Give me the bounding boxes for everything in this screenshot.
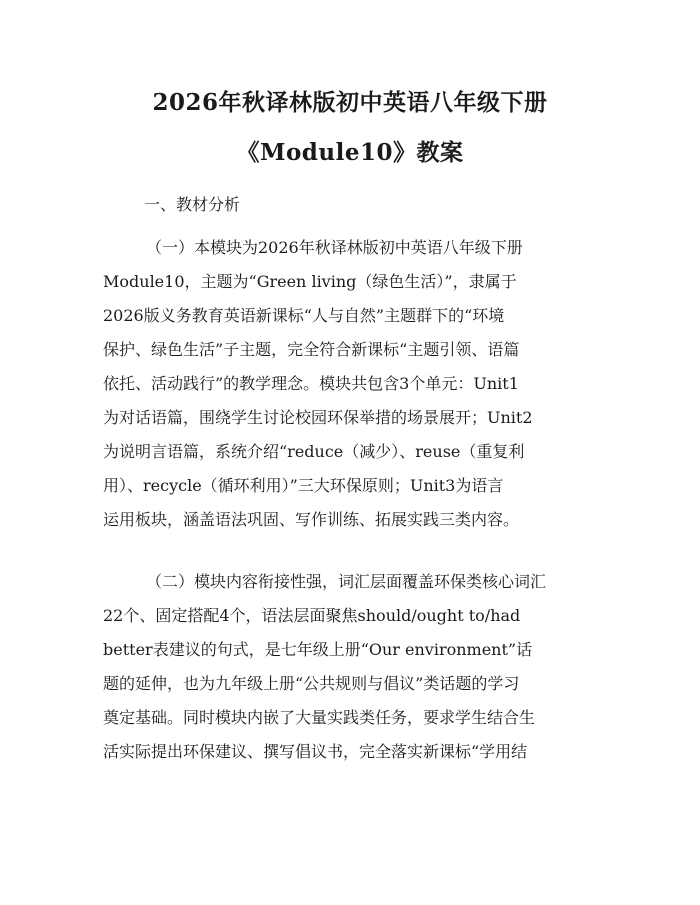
paragraph-line: 用）、recycle（循环利用）”三大环保原则；Unit3为语言	[103, 476, 504, 495]
paragraph-line: 运用板块，涵盖语法巩固、写作训练、拓展实践三类内容。	[103, 510, 520, 529]
paragraph-line: （二）模块内容衔接性强，词汇层面覆盖环保类核心词汇	[146, 572, 547, 591]
paragraph-line: 依托、活动践行”的教学理念。模块共包含3个单元：Unit1	[103, 374, 519, 393]
paragraph-line: 活实际提出环保建议、撰写倡议书，完全落实新课标“学用结	[103, 742, 528, 761]
document-title-line-2: 《Module10》教案	[236, 139, 464, 166]
document-title-line-1: 2026年秋译林版初中英语八年级下册	[152, 89, 548, 116]
paragraph-line: 为对话语篇，围绕学生讨论校园环保举措的场景展开；Unit2	[103, 408, 533, 427]
paragraph-line: better表建议的句式，是七年级上册“Our environment”话	[103, 640, 533, 659]
paragraph-line: 保护、绿色生活”子主题，完全符合新课标“主题引领、语篇	[103, 340, 520, 359]
paragraph-line: 为说明言语篇，系统介绍“reduce（减少）、reuse（重复利	[103, 442, 525, 461]
section-heading: 一、教材分析	[144, 195, 241, 214]
paragraph-line: 2026版义务教育英语新课标“人与自然”主题群下的“环境	[103, 306, 505, 325]
paragraph-line: 奠定基础。同时模块内嵌了大量实践类任务，要求学生结合生	[103, 708, 536, 727]
paragraph-line: Module10，主题为“Green living（绿色生活）”，隶属于	[103, 272, 517, 291]
paragraph-line: （一）本模块为2026年秋译林版初中英语八年级下册	[146, 238, 523, 257]
paragraph-line: 22个、固定搭配4个，语法层面聚焦should/ought to/had	[103, 606, 521, 625]
paragraph-1	[103, 231, 603, 537]
paragraph-line: 题的延伸，也为九年级上册“公共规则与倡议”类话题的学习	[103, 674, 520, 693]
paragraph-2	[103, 565, 603, 769]
